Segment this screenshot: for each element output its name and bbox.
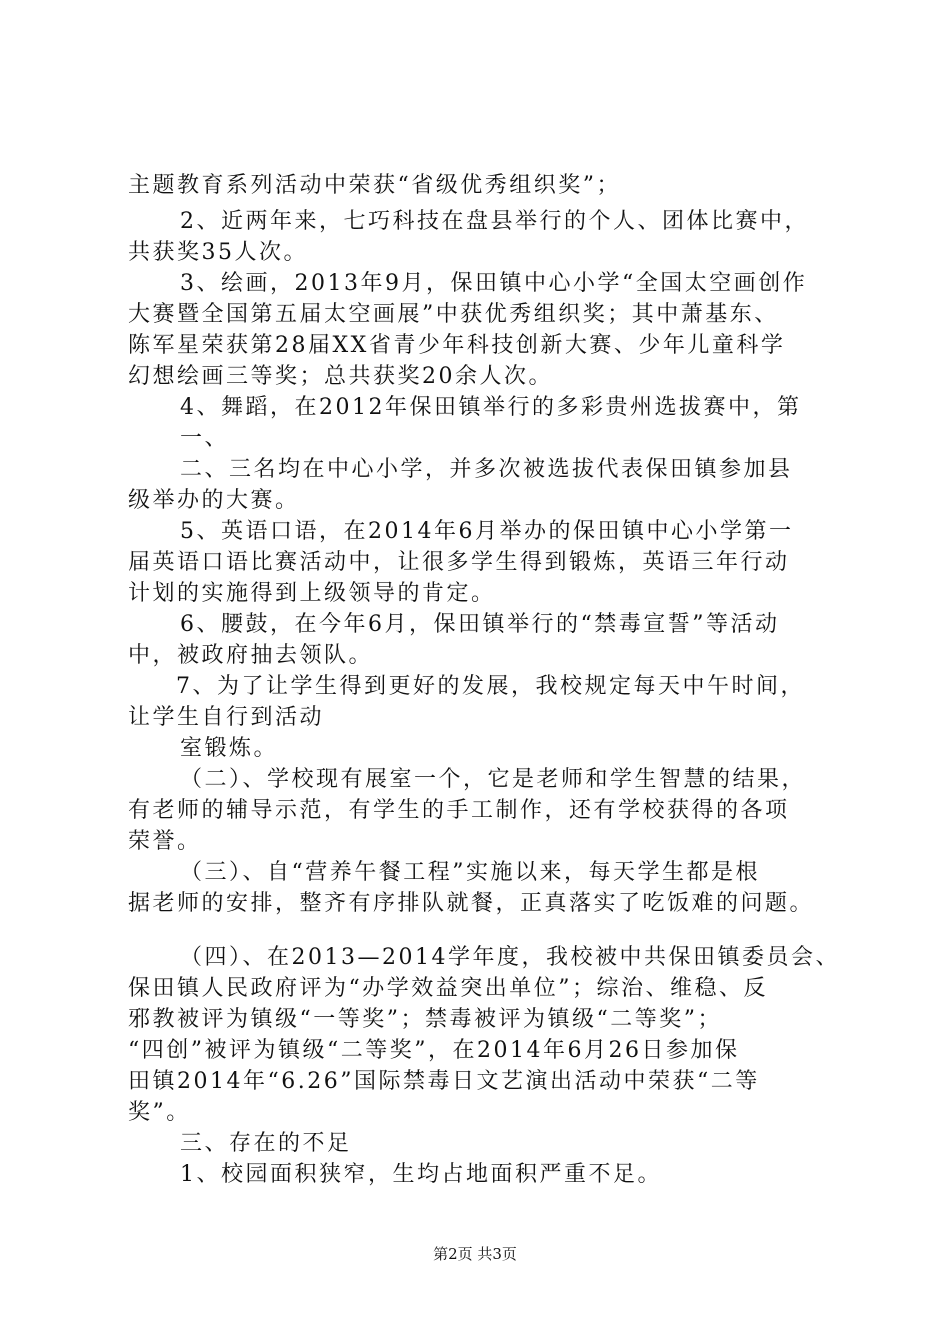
text-line: 有老师的辅导示范，有学生的手工制作，还有学校获得的各项 [128, 798, 790, 823]
text-line: 计划的实施得到上级领导的肯定。 [128, 581, 496, 606]
text-line: 2、近两年来，七巧科技在盘县举行的个人、团体比赛中， [180, 209, 809, 234]
text-line: 田镇2014年“6.26”国际禁毒日文艺演出活动中荣获“二等 [128, 1069, 760, 1094]
text-line: 让学生自行到活动 [128, 705, 325, 730]
text-line: （三）、自“营养午餐工程”实施以来，每天学生都是根 [180, 860, 760, 885]
text-line: 荣誉。 [128, 829, 202, 854]
page-footer [0, 1244, 950, 1264]
text-line: 级举办的大赛。 [128, 488, 300, 513]
text-line: （四）、在2013—2014学年度，我校被中共保田镇委员会、 [180, 945, 840, 970]
text-line: 二、三名均在中心小学，并多次被选拔代表保田镇参加县 [180, 457, 793, 482]
page-number-label: 第2页 共3页 [433, 1245, 517, 1263]
text-line: （二）、学校现有展室一个，它是老师和学生智慧的结果， [180, 767, 807, 792]
text-line: 保田镇人民政府评为“办学效益突出单位”；综治、维稳、反 [128, 976, 768, 1001]
text-line: 4、舞蹈，在2012年保田镇举行的多彩贵州选拔赛中，第 [180, 395, 802, 420]
text-line: 室锻炼。 [180, 736, 279, 761]
text-line: 奖”。 [128, 1100, 191, 1125]
text-line: 7、为了让学生得到更好的发展，我校规定每天中午时间， [176, 674, 805, 699]
text-line: 邪教被评为镇级“一等奖”；禁毒被评为镇级“二等奖”； [128, 1007, 722, 1032]
text-line: 3、绘画，2013年9月，保田镇中心小学“全国太空画创作 [180, 271, 808, 296]
text-line: “四创”被评为镇级“二等奖”，在2014年6月26日参加保 [128, 1038, 740, 1063]
text-line: 1、校园面积狭窄，生均占地面积严重不足。 [180, 1162, 662, 1187]
section-heading: 三、存在的不足 [180, 1131, 352, 1156]
text-line: 一、 [180, 426, 230, 451]
text-line: 5、英语口语，在2014年6月举办的保田镇中心小学第一 [180, 519, 794, 544]
text-line: 共获奖35人次。 [128, 240, 308, 265]
text-line: 大赛暨全国第五届太空画展”中获优秀组织奖；其中萧基东、 [128, 302, 779, 327]
text-line: 陈军星荣获第28届XX省青少年科技创新大赛、少年儿童科学 [128, 333, 786, 358]
text-line: 幻想绘画三等奖；总共获奖20余人次。 [128, 364, 553, 389]
text-line: 主题教育系列活动中荣获“省级优秀组织奖”； [128, 173, 621, 198]
text-line: 中，被政府抽去领队。 [128, 643, 374, 668]
text-line: 6、腰鼓，在今年6月，保田镇举行的“禁毒宣誓”等活动 [180, 612, 780, 637]
text-line: 届英语口语比赛活动中，让很多学生得到锻炼，英语三年行动 [128, 550, 790, 575]
text-line: 据老师的安排，整齐有序排队就餐，正真落实了吃饭难的问题。 [128, 891, 815, 916]
